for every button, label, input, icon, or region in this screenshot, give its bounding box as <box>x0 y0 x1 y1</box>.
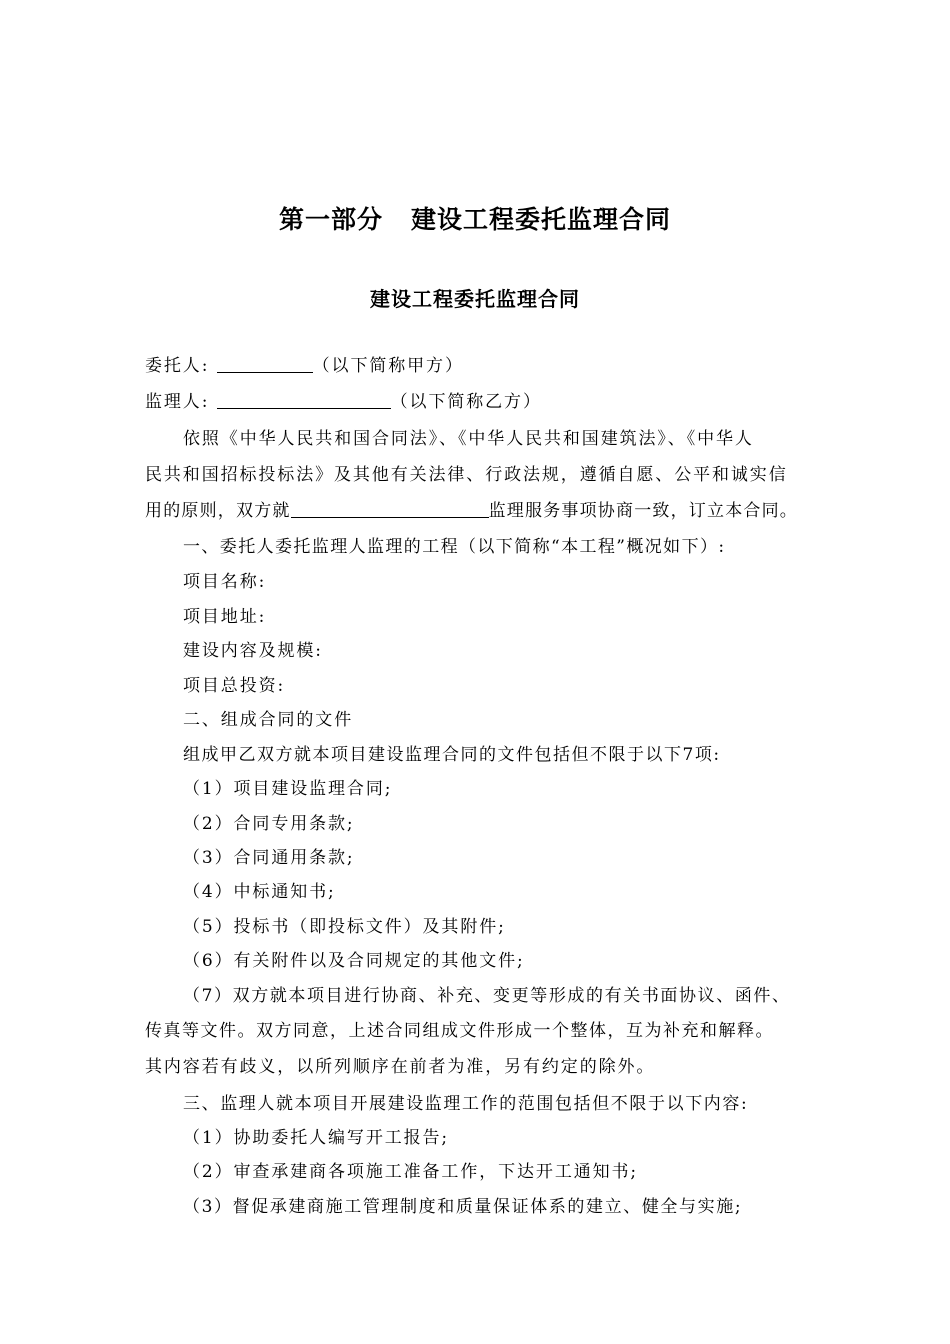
intro-line-2: 民共和国招标投标法》及其他有关法律、行政法规，遵循自愿、公平和诚实信 <box>145 465 788 485</box>
section2-item: （6）有关附件以及合同规定的其他文件; <box>183 951 525 971</box>
section1-heading: 一、委托人委托监理人监理的工程（以下简称“本工程”概况如下）: <box>183 537 726 557</box>
section2-continuation: 其内容若有歧义，以所列顺序在前者为准，另有约定的除外。 <box>145 1057 656 1077</box>
client-note: （以下简称甲方） <box>312 356 464 376</box>
section1-item: 项目名称: <box>183 572 267 592</box>
intro-line-3-post: 监理服务事项协商一致，订立本合同。 <box>488 501 799 521</box>
client-label: 委托人: <box>145 356 210 376</box>
intro-line-3 <box>145 499 798 523</box>
section2-item: （4）中标通知书; <box>183 882 336 902</box>
section2-item: （1）项目建设监理合同; <box>183 779 393 799</box>
document-title <box>0 200 950 236</box>
section1-item: 项目地址: <box>183 607 267 627</box>
client-line <box>145 354 464 378</box>
supervisor-label: 监理人: <box>145 392 210 412</box>
section3-item: （2）审查承建商各项施工准备工作，下达开工通知书; <box>183 1162 639 1182</box>
section1-item: 项目总投资: <box>183 676 286 696</box>
client-blank <box>217 354 313 373</box>
project-blank <box>291 499 489 518</box>
section1-item: 建设内容及规模: <box>183 641 323 661</box>
title-name: 建设工程委托监理合同 <box>411 205 672 234</box>
supervisor-note: （以下简称乙方） <box>390 392 542 412</box>
intro-line-1: 依照《中华人民共和国合同法》、《中华人民共和国建筑法》、《中华人 <box>183 429 754 449</box>
supervisor-blank <box>217 390 391 409</box>
section2-intro: 组成甲乙双方就本项目建设监理合同的文件包括但不限于以下7项: <box>183 745 721 765</box>
section2-continuation: 传真等文件。双方同意，上述合同组成文件形成一个整体，互为补充和解释。 <box>145 1021 774 1041</box>
supervisor-line <box>145 390 542 414</box>
section2-item: （7）双方就本项目进行协商、补充、变更等形成的有关书面协议、函件、 <box>183 986 791 1006</box>
title-part: 第一部分 <box>278 205 383 234</box>
section2-item: （5）投标书（即投标文件）及其附件; <box>183 917 506 937</box>
intro-line-3-pre: 用的原则，双方就 <box>145 501 291 521</box>
section3-item: （1）协助委托人编写开工报告; <box>183 1128 450 1148</box>
section2-item: （2）合同专用条款; <box>183 814 355 834</box>
section2-heading: 二、组成合同的文件 <box>183 710 354 730</box>
section3-item: （3）督促承建商施工管理制度和质量保证体系的建立、健全与实施; <box>183 1197 743 1217</box>
document-subtitle: 建设工程委托监理合同 <box>370 287 580 311</box>
section2-item: （3）合同通用条款; <box>183 848 355 868</box>
section3-heading: 三、监理人就本项目开展建设监理工作的范围包括但不限于以下内容: <box>183 1094 749 1114</box>
